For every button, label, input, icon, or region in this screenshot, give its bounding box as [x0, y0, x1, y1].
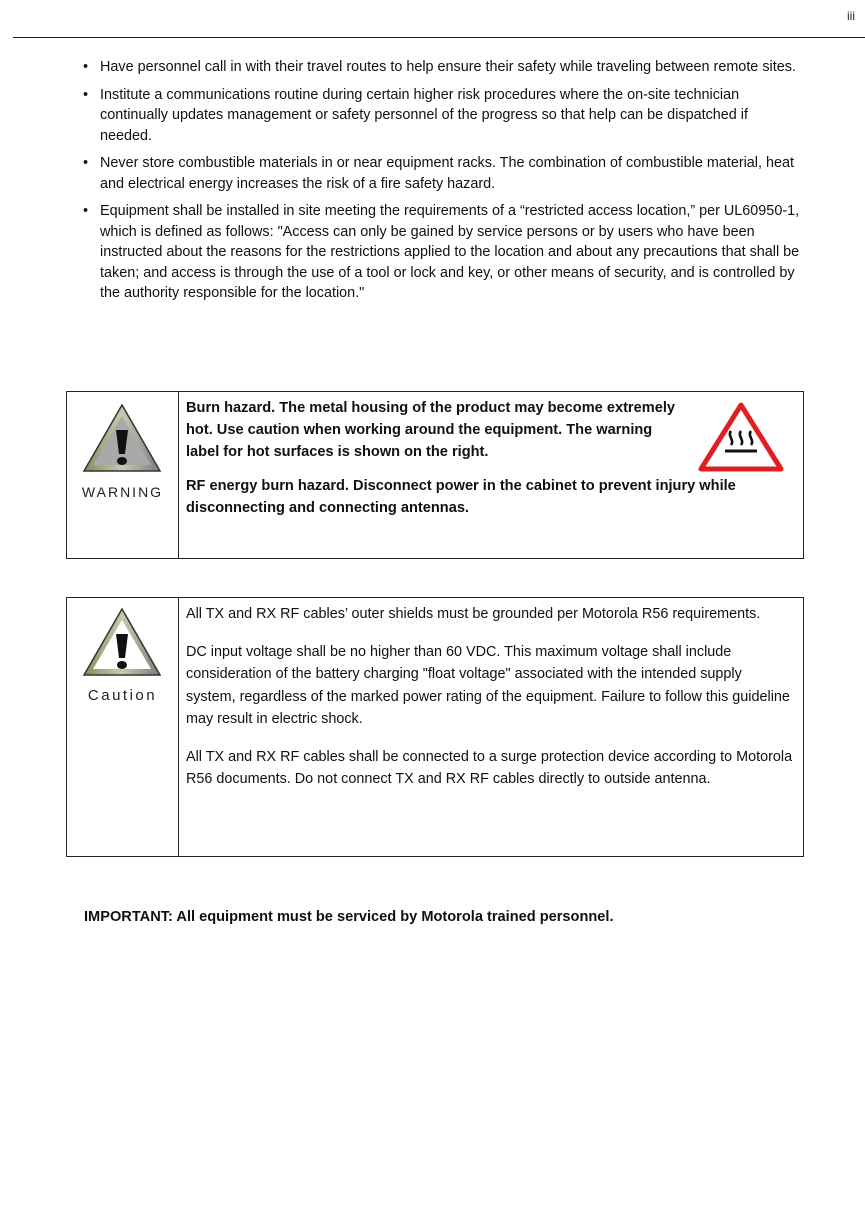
- caution-paragraph: All TX and RX RF cables shall be connected to a surge protection device according to Motorola R56 documents. Do not connect TX and RX RF cables directly to outside antenna.: [186, 748, 793, 787]
- warning-paragraph: RF energy burn hazard. Disconnect power in the cabinet to prevent injury while disconnecting and connecting antennas.: [186, 478, 736, 516]
- warning-label: WARNING: [81, 484, 164, 500]
- warning-icon-column: [67, 392, 179, 558]
- caution-text: [179, 598, 803, 856]
- bullet-text: Equipment shall be installed in site meeting the requirements of a “restricted access location,” per UL60950-1, which is defined as follows: "Access can only be gained by service persons or by users who have been instructed about the reasons for the restrictions applied to the location and about any precautions that shall be taken; and access is through the use of a tool or lock and key, or other means of security, and is controlled by the authority responsible for the location.": [100, 203, 800, 301]
- caution-label: Caution: [87, 687, 158, 704]
- bullet-item: [82, 201, 802, 304]
- bullet-dot: •: [83, 86, 89, 103]
- bullet-dot: •: [83, 155, 89, 171]
- bullet-text: Institute a communications routine during certain higher risk procedures where the on-site technician continually updates management or safety personnel of the progress so that help can be dispatched if needed.: [100, 86, 748, 144]
- caution-paragraph: DC input voltage shall be no higher than 60 VDC. This maximum voltage shall include consideration of the battery charging "float voltage" associated with the intended supply system, regardless of the marked power rating of the equipment. Failure to follow this guideline may result in electric shock.: [186, 643, 790, 727]
- safety-bullet-list: [82, 57, 802, 311]
- bullet-item: [82, 57, 802, 78]
- caution-paragraph: All TX and RX RF cables’ outer shields must be grounded per Motorola R56 requirements.: [186, 606, 761, 622]
- header-rule: [13, 37, 865, 38]
- bullet-text: Never store combustible materials in or near equipment racks. The combination of combustible material, heat and electrical energy increases the risk of a fire safety hazard.: [100, 155, 795, 192]
- page-number: iii: [847, 9, 855, 23]
- important-notice: IMPORTANT: All equipment must be serviced by Motorola trained personnel.: [84, 909, 614, 925]
- bullet-text: Have personnel call in with their travel routes to help ensure their safety while traveling between remote sites.: [100, 59, 796, 75]
- bullet-item: [82, 153, 802, 194]
- warning-text: [179, 392, 803, 558]
- bullet-dot: •: [83, 59, 89, 75]
- caution-triangle-icon: [81, 606, 163, 678]
- bullet-dot: •: [83, 203, 89, 219]
- warning-notice: [66, 391, 804, 559]
- warning-triangle-icon: [81, 402, 163, 474]
- bullet-item: [82, 85, 802, 147]
- warning-paragraph: Burn hazard. The metal housing of the product may become extremely hot. Use caution when working around the equipment. The warning label for hot surfaces is shown on the right.: [186, 400, 675, 460]
- hot-surface-icon: [697, 401, 785, 473]
- caution-icon-column: [67, 598, 179, 856]
- caution-notice: [66, 597, 804, 857]
